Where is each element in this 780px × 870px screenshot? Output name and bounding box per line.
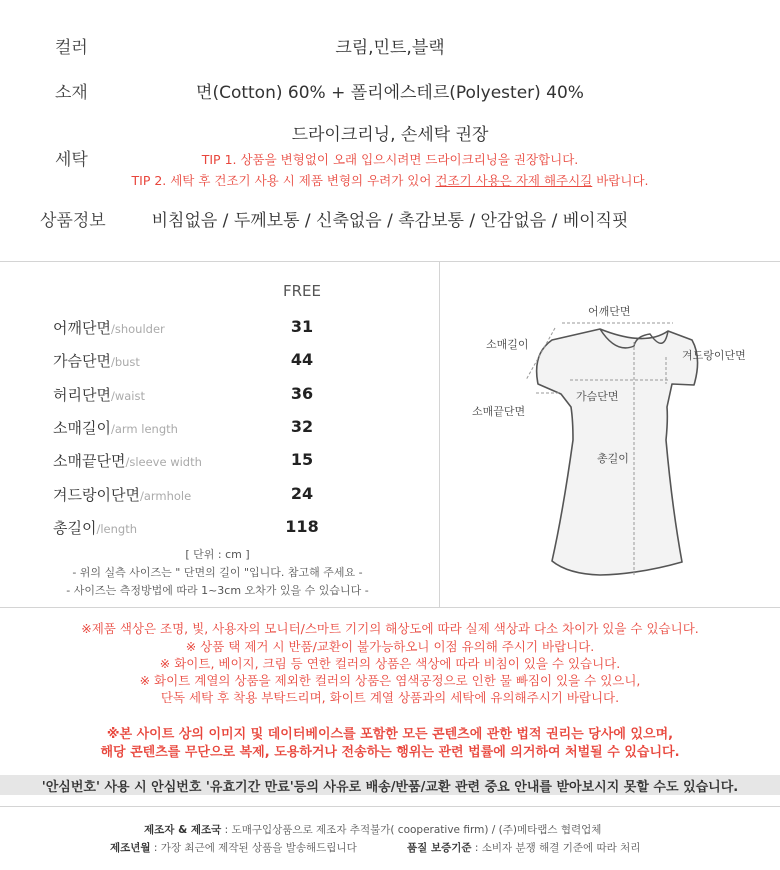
diagram-label-sleeve-width: 소매끝단면 <box>472 405 526 418</box>
size-row-name: 허리단면/waist <box>53 386 145 404</box>
size-row-name: 소매끝단면/sleeve width <box>53 452 202 470</box>
size-row-name: 어깨단면/shoulder <box>53 319 165 337</box>
tip-2-underlined: 건조기 사용은 자제 해주시길 <box>435 173 593 188</box>
size-note-1: - 위의 실측 사이즈는 " 단면의 길이 "입니다. 참고해 주세요 - <box>72 566 363 579</box>
size-note-2: - 사이즈는 측정방법에 따라 1~3cm 오차가 있을 수 있습니다 - <box>66 584 369 597</box>
diagram-label-shoulder: 어깨단면 <box>588 305 631 318</box>
wash-label: 세탁 <box>55 150 88 170</box>
divider-middle <box>0 607 780 608</box>
divider-bottom <box>0 806 780 807</box>
color-value: 크림,민트,블랙 <box>335 38 445 58</box>
size-row-name: 가슴단면/bust <box>53 352 140 370</box>
warning-2: ※ 상품 택 제거 시 반품/교환이 불가능하오니 이점 유의해 주시기 바랍니다. <box>185 639 595 654</box>
size-row-value: 24 <box>290 484 314 503</box>
color-label: 컬러 <box>55 38 88 58</box>
size-row-value: 44 <box>290 350 314 369</box>
footer-date: 제조년월 : 가장 최근에 제작된 상품을 발송해드립니다 <box>110 842 357 854</box>
size-row-value: 15 <box>290 450 314 469</box>
material-label: 소재 <box>55 83 88 103</box>
warning-1: ※제품 색상은 조명, 빛, 사용자의 모니터/스마트 기기의 해상도에 따라 실제 색상과 다소 차이가 있을 수 있습니다. <box>81 621 699 636</box>
size-row-name: 겨드랑이단면/armhole <box>53 486 192 504</box>
footer-warranty: 품질 보증기준 : 소비자 분쟁 해결 기준에 따라 처리 <box>407 842 641 854</box>
size-row-value: 36 <box>290 384 314 403</box>
safe-number-notice: '안심번호' 사용 시 안심번호 '유효기간 만료'등의 사유로 배송/반품/교환 관련 중요 안내를 받아보시지 못할 수도 있습니다. <box>41 780 739 795</box>
diagram-label-sleeve-length: 소매길이 <box>486 338 529 351</box>
copyright-notice-2: 해당 콘텐츠를 무단으로 복제, 도용하거나 전송하는 행위는 관련 법률에 의거하여 처벌될 수 있습니다. <box>100 745 680 760</box>
diagram-label-armhole: 겨드랑이단면 <box>682 349 746 362</box>
warning-5: 단독 세탁 후 착용 부탁드리며, 화이트 계열 상품과의 세탁에 유의해주시기 바랍니다. <box>160 690 620 705</box>
diagram-label-length: 총길이 <box>597 452 629 465</box>
size-row-value: 118 <box>285 517 319 536</box>
size-header-free: FREE <box>282 282 321 300</box>
diagram-label-bust: 가슴단면 <box>576 390 619 403</box>
product-info-value: 비침없음 / 두께보통 / 신축없음 / 촉감보통 / 안감없음 / 베이직핏 <box>151 211 629 231</box>
warning-4: ※ 화이트 계열의 상품을 제외한 컬러의 상품은 염색공정으로 인한 물 빠짐이 있을 수 있으니, <box>139 673 641 688</box>
size-row-name: 소매길이/arm length <box>53 419 178 437</box>
material-value: 면(Cotton) 60% + 폴리에스테르(Polyester) 40% <box>196 83 584 103</box>
footer-maker: 제조자 & 제조국 : 도매구입상품으로 제조자 추적불가( cooperative firm) / (주)메타랩스 협력업체 <box>144 824 602 836</box>
size-row-value: 32 <box>290 417 314 436</box>
size-row-value: 31 <box>290 317 314 336</box>
size-row-name: 총길이/length <box>53 519 138 537</box>
tip-1: TIP 1. 상품을 변형없이 오래 입으시려면 드라이크리닝을 권장합니다. <box>201 152 579 167</box>
size-unit: [ 단위 : cm ] <box>185 548 250 561</box>
product-info-label: 상품정보 <box>40 211 106 231</box>
warning-3: ※ 화이트, 베이지, 크림 등 연한 컬러의 상품은 색상에 따라 비침이 있을 수 있습니다. <box>159 656 621 671</box>
copyright-notice-1: ※본 사이트 상의 이미지 및 데이터베이스를 포함한 모든 콘텐츠에 관한 법적 권리는 당사에 있으며, <box>106 727 674 742</box>
wash-value: 드라이크리닝, 손세탁 권장 <box>291 125 489 145</box>
tip-2: TIP 2. 세탁 후 건조기 사용 시 제품 변형의 우려가 있어 건조기 사용은 자제 해주시길 바랍니다. <box>131 173 649 188</box>
